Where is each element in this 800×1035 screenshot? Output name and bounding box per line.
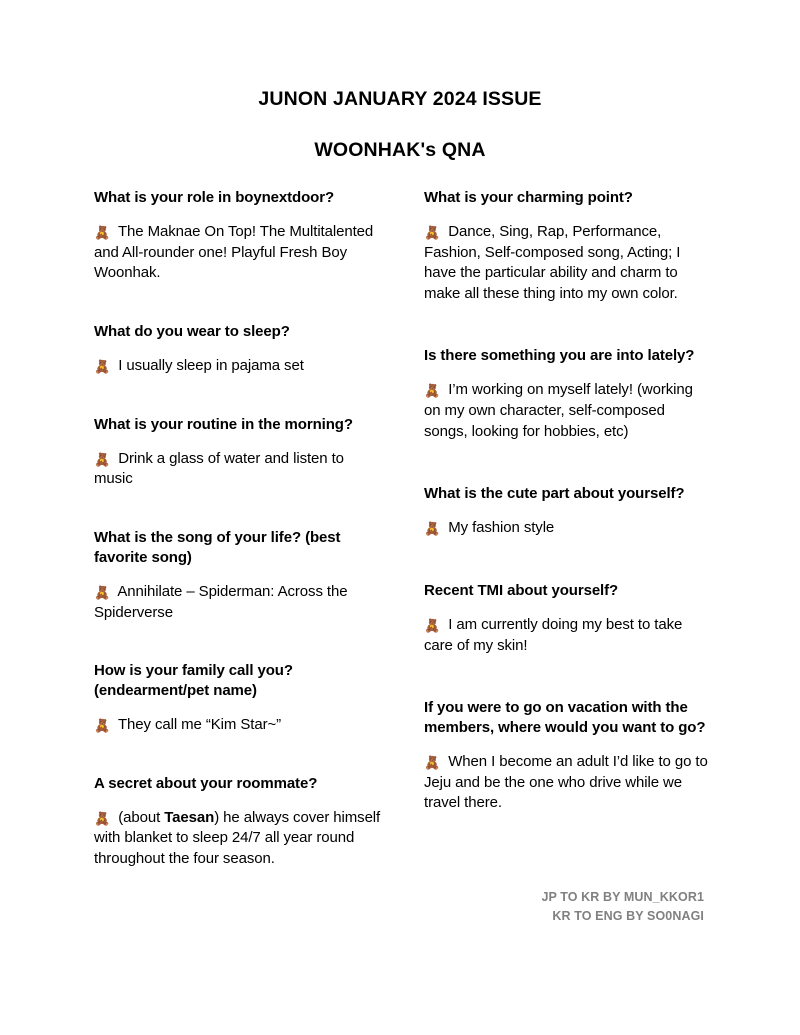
- qa-question: Recent TMI about yourself?: [424, 581, 619, 599]
- qa-answer-emphasis: Taesan: [164, 808, 215, 826]
- left-column: [94, 188, 381, 870]
- qa-answer: [94, 582, 381, 623]
- qa-answer-text: (about: [118, 808, 165, 826]
- qa-answer: [424, 222, 711, 304]
- qa-answer: [94, 222, 381, 284]
- qa-answer-text: When I become an adult I’d like to go to Jeju and be the one who drive while we travel there.: [424, 753, 708, 812]
- document-header: [0, 0, 800, 163]
- right-column: [424, 188, 711, 814]
- qa-block: [94, 774, 381, 870]
- bear-icon: 🧸: [94, 585, 111, 601]
- bear-icon: 🧸: [424, 225, 441, 241]
- qa-question: How is your family call you? (endearment/pet name): [94, 662, 293, 699]
- qa-block: [94, 415, 381, 490]
- qa-answer: [94, 356, 381, 377]
- page-title: JUNON JANUARY 2024 ISSUE: [258, 88, 542, 110]
- qa-answer: [424, 752, 711, 814]
- qa-question: What is the song of your life? (best favorite song): [94, 528, 341, 566]
- qa-question: If you were to go on vacation with the members, where would you want to go?: [424, 699, 706, 737]
- qa-answer-text: I am currently doing my best to take care of my skin!: [424, 615, 683, 654]
- qa-block: [94, 188, 381, 284]
- qa-answer-text: I’m working on myself lately! (working on my own character, self-composed songs, looking for hobbies, etc): [424, 381, 693, 440]
- qa-block: [94, 528, 381, 623]
- bear-icon: 🧸: [424, 756, 441, 772]
- qa-question: What is your routine in the morning?: [94, 415, 353, 433]
- qa-answer-text: Annihilate – Spiderman: Across the Spiderverse: [94, 582, 348, 621]
- bear-icon: 🧸: [94, 811, 111, 827]
- credits-footer: [541, 888, 704, 927]
- bear-icon: 🧸: [94, 359, 111, 375]
- qa-question: What is the cute part about yourself?: [424, 485, 685, 503]
- credits-line-jp-kr: JP TO KR BY MUN_KKOR1: [541, 890, 704, 904]
- qa-block: [424, 698, 711, 814]
- qa-answer-text: Drink a glass of water and listen to music: [94, 449, 344, 488]
- qa-answer-text: I usually sleep in pajama set: [118, 356, 304, 374]
- qa-block: [94, 322, 381, 377]
- qa-block: [424, 484, 711, 539]
- bear-icon: 🧸: [94, 718, 111, 734]
- qa-block: [424, 188, 711, 304]
- qa-block: [424, 581, 711, 656]
- qa-block: [424, 346, 711, 442]
- bear-icon: 🧸: [424, 384, 441, 400]
- bear-icon: 🧸: [424, 522, 441, 538]
- qa-answer: [424, 518, 711, 539]
- bear-icon: 🧸: [94, 225, 111, 241]
- qa-question: Is there something you are into lately?: [424, 347, 695, 365]
- qa-answer-text: My fashion style: [448, 519, 555, 537]
- qa-question: What do you wear to sleep?: [94, 322, 290, 340]
- qa-answer: [424, 380, 711, 442]
- qa-answer: [424, 615, 711, 656]
- qa-answer-text: They call me “Kim Star~”: [117, 715, 282, 733]
- bear-icon: 🧸: [94, 452, 111, 468]
- content-columns: [94, 188, 712, 870]
- credits-line-kr-eng: KR TO ENG BY SO0NAGI: [552, 909, 704, 924]
- qa-answer: [94, 808, 381, 870]
- qa-answer-text: The Maknae On Top! The Multitalented and All-rounder one! Playful Fresh Boy Woonhak.: [94, 222, 374, 282]
- qa-block: [94, 661, 381, 736]
- qa-question: What is your charming point?: [424, 189, 633, 206]
- bear-icon: 🧸: [424, 618, 441, 634]
- qa-answer-text: Dance, Sing, Rap, Performance, Fashion, Self-composed song, Acting; I have the particular ability and charm to make all these thing into my own color.: [424, 222, 681, 302]
- qa-answer-text: ) he always cover himself with blanket to sleep 24/7 all year round throughout the four season.: [94, 808, 381, 868]
- page-subtitle: WOONHAK's QNA: [314, 139, 486, 162]
- qa-answer: [94, 715, 381, 736]
- qa-question: What is your role in boynextdoor?: [94, 189, 335, 206]
- qa-question: A secret about your roommate?: [94, 774, 318, 792]
- qa-answer: [94, 449, 381, 490]
